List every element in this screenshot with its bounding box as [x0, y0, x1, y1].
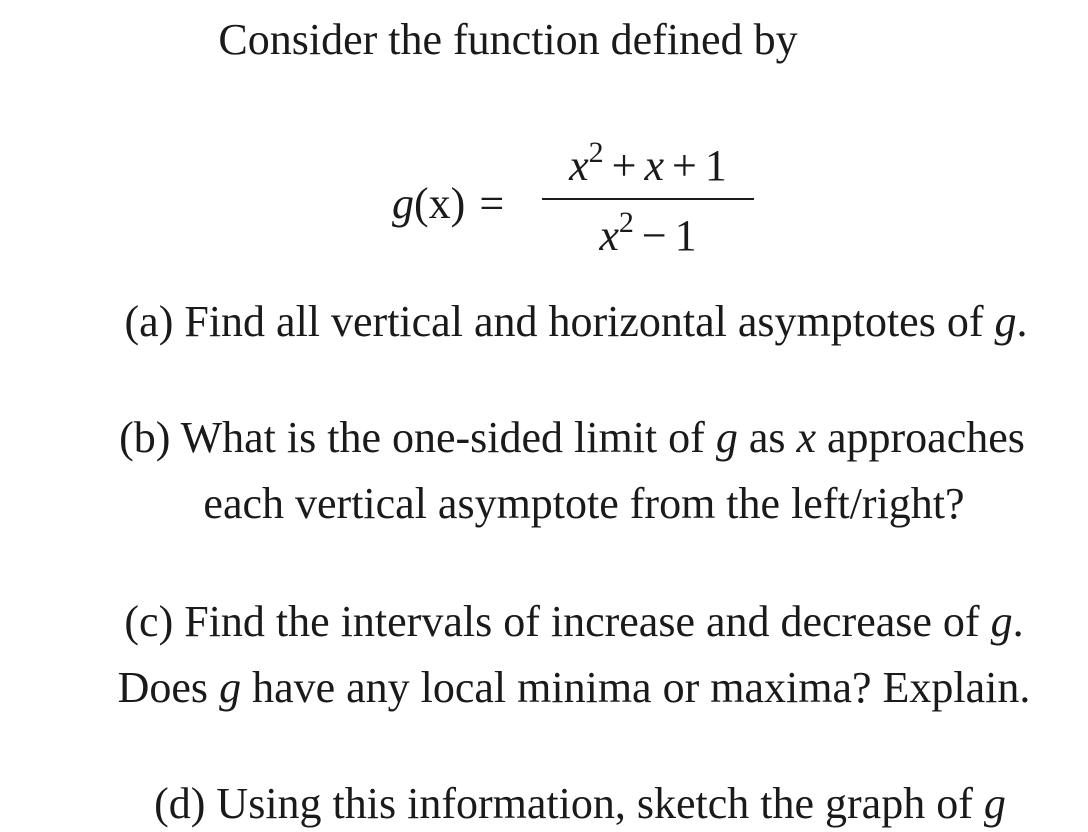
- denominator-exponent: 2: [618, 206, 634, 239]
- part-b-question-line2: each vertical asymptote from the left/right?: [203, 479, 965, 528]
- part-c-question-line2: [30, 663, 1088, 712]
- numerator-constant: 1: [704, 141, 727, 190]
- denominator-constant: 1: [674, 211, 697, 260]
- denominator-x: x: [599, 211, 619, 260]
- part-b-text-mid: as: [737, 413, 797, 462]
- part-b-var-g: g: [715, 413, 738, 462]
- part-a-question: [32, 297, 1088, 346]
- numerator-plus-2: +: [672, 141, 697, 190]
- part-a-text: (a) Find all vertical and horizontal asymptotes of: [124, 297, 995, 346]
- part-b-text-post: approaches: [816, 413, 1025, 462]
- intro-text: Consider the function defined by: [218, 15, 798, 64]
- equals-sign: =: [479, 179, 505, 228]
- part-c-var-g: g: [990, 597, 1013, 646]
- part-b-var-x: x: [796, 413, 816, 462]
- part-c-line2-post: have any local minima or maxima? Explain.: [241, 663, 1031, 712]
- part-c-line2-var-g: g: [219, 663, 242, 712]
- function-equation: [392, 136, 772, 260]
- part-c-period: .: [1012, 597, 1024, 646]
- fraction-bar: [542, 198, 754, 200]
- part-a-period: .: [1016, 297, 1028, 346]
- equation-lhs: [392, 178, 504, 229]
- denominator-minus: −: [641, 211, 667, 260]
- part-d-text: (d) Using this information, sketch the graph of: [154, 779, 984, 828]
- part-b-question-line1: [28, 413, 1088, 462]
- fraction-denominator: [542, 206, 754, 261]
- numerator-x-linear: x: [644, 141, 665, 190]
- numerator-x: x: [569, 141, 589, 190]
- function-argument: (x): [414, 179, 466, 228]
- numerator-exponent: 2: [588, 136, 604, 169]
- part-d-question: [36, 779, 1088, 828]
- numerator-plus-1: +: [611, 141, 637, 190]
- part-d-var-g: g: [983, 779, 1006, 828]
- part-a-var-g: g: [994, 297, 1017, 346]
- part-c-text-pre: (c) Find the intervals of increase and decrease of: [124, 597, 991, 646]
- part-c-line2-pre: Does: [117, 663, 220, 712]
- fraction-numerator: [542, 136, 754, 191]
- part-b-text-pre: (b) What is the one-sided limit of: [119, 413, 716, 462]
- part-c-question-line1: [30, 597, 1088, 646]
- function-name: g: [392, 179, 414, 228]
